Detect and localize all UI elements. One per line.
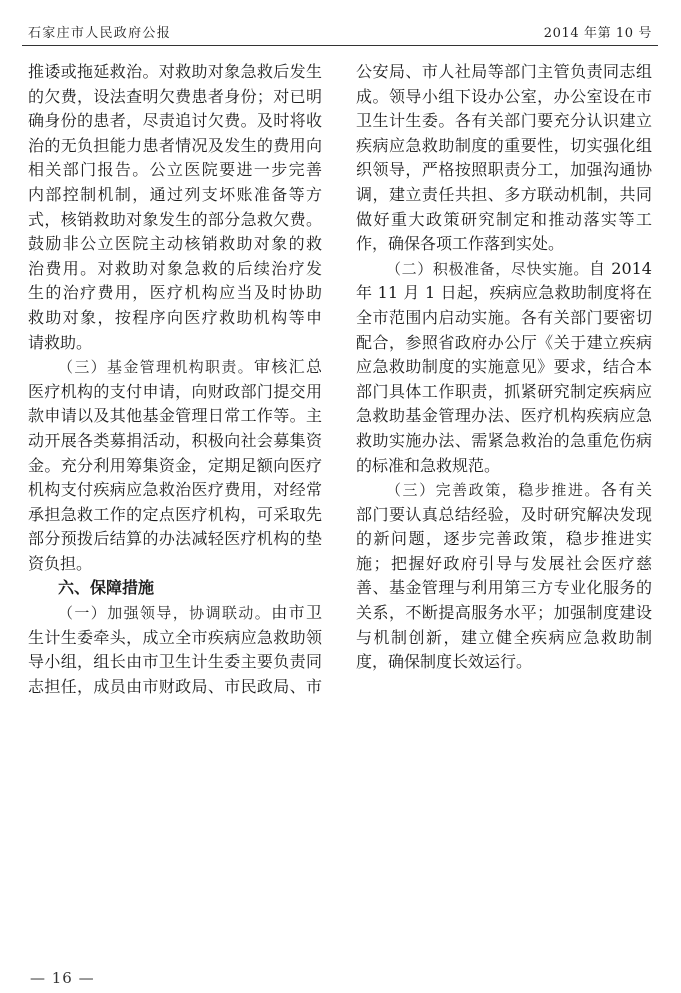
paragraph <box>28 60 322 355</box>
text-line: 资负担。 <box>28 553 93 573</box>
text-line: 善、基金管理与利用第三方专业化服务的 <box>356 578 652 598</box>
paragraph <box>28 601 322 699</box>
text-line <box>356 478 652 503</box>
subheading-lead: （二）积极准备，尽快实施。 <box>386 259 589 278</box>
text-line: 卫生计生委。各有关部门要充分认识建立 <box>356 111 652 131</box>
text-line <box>28 355 322 380</box>
text-line: 部分预拨后结算的办法减轻医疗机构的垫 <box>28 529 322 549</box>
text-line: 关系，不断提高服务水平；加强制度建设 <box>356 603 652 623</box>
paragraph <box>356 60 652 257</box>
text-line: 导小组，组长由市卫生计生委主要负责同 <box>28 652 322 672</box>
text-run: 各有关 <box>600 480 652 500</box>
text-line: 救助对象，按程序向医疗救助机构等申 <box>28 307 322 327</box>
text-line: 请救助。 <box>28 332 93 352</box>
paragraph <box>28 355 322 576</box>
text-line <box>356 257 652 282</box>
text-line: 相关部门报告。公立医院要进一步完善 <box>28 160 322 180</box>
text-line: 公安局、市人社局等部门主管负责同志组 <box>356 62 652 81</box>
text-line: 施；把握好政府引导与发展社会医疗慈 <box>356 553 652 573</box>
text-line: 的标准和急救规范。 <box>356 455 501 475</box>
issue-number: 2014 年第 10 号 <box>543 26 652 41</box>
text-line: 生的治疗费用，医疗机构应当及时协助 <box>28 283 322 303</box>
text-line: 志担任，成员由市财政局、市民政局、市 <box>28 676 322 696</box>
text-line: 款申请以及其他基金管理日常工作等。主 <box>28 406 322 426</box>
text-line: 式，核销救助对象发生的部分急救欠费。 <box>28 209 322 229</box>
text-line: 急救助基金管理办法、医疗机构疾病应急 <box>356 406 652 426</box>
text-line: 织领导，严格按照职责分工，加强沟通协 <box>356 160 652 180</box>
text-line: 承担急救工作的定点医疗机构，可采取先 <box>28 504 322 524</box>
text-line: 生计生委牵头，成立全市疾病应急救助领 <box>28 627 322 647</box>
text-line: 应急救助制度的实施意见》要求，结合本 <box>356 357 652 377</box>
text-line: 金。充分利用筹集资金，定期足额向医疗 <box>28 455 322 475</box>
running-header <box>28 24 652 44</box>
text-run: 自 2014 <box>588 258 652 278</box>
text-line: 救助实施办法、需紧急救治的急重危伤病 <box>356 430 652 450</box>
text-line: 推诿或拖延救治。对救助对象急救后发生 <box>28 62 322 81</box>
text-line: 机构支付疾病应急救治医疗费用，对经常 <box>28 480 322 500</box>
subheading-lead: （三）完善政策，稳步推进。 <box>386 481 601 500</box>
text-line: 调，建立责任共担、多方联动机制，共同 <box>356 184 652 204</box>
text-line: 部门具体工作职责，抓紧研究制定疾病应 <box>356 381 652 401</box>
text-line: 的欠费，设法查明欠费患者身份；对已明 <box>28 86 322 106</box>
paragraph <box>356 257 652 478</box>
subheading-lead: （一）加强领导，协调联动。 <box>58 604 272 623</box>
text-line: 度，确保制度长效运行。 <box>356 652 533 672</box>
text-line: 动开展各类募捐活动，积极向社会募集资 <box>28 430 322 450</box>
text-line: 配合，参照省政府办公厅《关于建立疾病 <box>356 332 652 352</box>
text-line: 鼓励非公立医院主动核销救助对象的救 <box>28 234 322 254</box>
text-line <box>28 601 322 626</box>
paragraph <box>356 478 652 675</box>
text-line: 的新问题，逐步完善政策，稳步推进实 <box>356 529 652 549</box>
text-line: 部门要认真总结经验，及时研究解决发现 <box>356 504 652 524</box>
text-run: 由市卫 <box>271 603 322 623</box>
text-line: 成。领导小组下设办公室，办公室设在市 <box>356 86 652 106</box>
text-line: 作，确保各项工作落到实处。 <box>356 234 565 254</box>
text-line: 确身份的患者，尽责追讨欠费。及时将收 <box>28 111 322 131</box>
section-heading: 六、保障措施 <box>58 578 155 598</box>
right-column <box>356 60 652 675</box>
text-line: 做好重大政策研究制定和推动落实等工 <box>356 209 652 229</box>
page-number: — 16 — <box>30 969 95 987</box>
text-run: 审核汇总 <box>253 357 322 377</box>
subheading-lead: （三）基金管理机构职责。 <box>58 358 254 377</box>
text-line: 疾病应急救助制度的重要性，切实强化组 <box>356 135 652 155</box>
text-line: 内部控制机制，通过列支坏账准备等方 <box>28 184 322 204</box>
left-column <box>28 60 322 699</box>
text-line: 与机制创新，建立健全疾病应急救助制 <box>356 627 652 647</box>
text-line: 年 11 月 1 日起，疾病应急救助制度将在 <box>356 283 652 303</box>
text-line: 全市范围内启动实施。各有关部门要密切 <box>356 307 652 327</box>
text-line: 治的无负担能力患者情况及发生的费用向 <box>28 135 322 155</box>
text-line: 医疗机构的支付申请，向财政部门提交用 <box>28 381 322 401</box>
header-rule <box>22 45 658 46</box>
text-line: 治费用。对救助对象急救的后续治疗发 <box>28 258 322 278</box>
publication-title: 石家庄市人民政府公报 <box>28 26 172 41</box>
